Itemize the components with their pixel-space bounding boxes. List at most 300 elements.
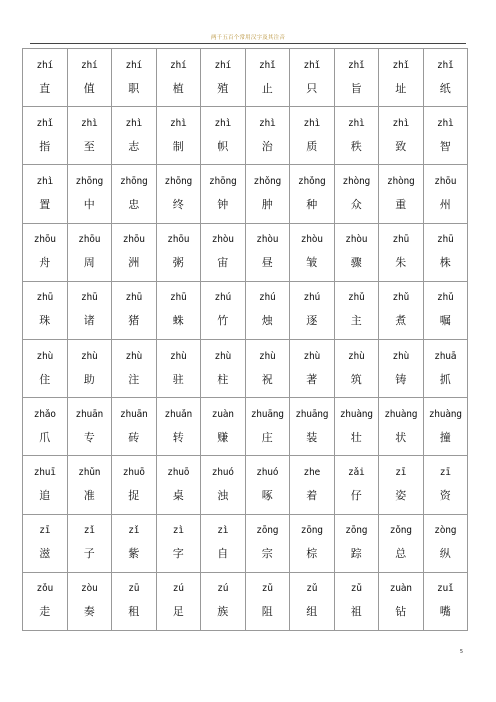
hanzi-character: 准 bbox=[83, 488, 95, 502]
character-cell bbox=[290, 281, 335, 339]
pinyin-label: zuàn bbox=[389, 583, 412, 595]
page-header-title: 两千五百个常用汉字及其注音 bbox=[210, 35, 286, 41]
hanzi-character: 庄 bbox=[261, 430, 273, 444]
pinyin-label: zhì bbox=[170, 117, 187, 129]
character-cell bbox=[379, 514, 424, 572]
character-cell bbox=[67, 223, 112, 281]
pinyin-label: zǒng bbox=[389, 525, 412, 537]
character-cell bbox=[67, 49, 112, 107]
hanzi-character: 种 bbox=[306, 197, 318, 211]
hanzi-character: 嘱 bbox=[439, 314, 451, 328]
character-cell bbox=[67, 514, 112, 572]
pinyin-character-table bbox=[22, 48, 468, 631]
pinyin-label: zhū bbox=[437, 234, 454, 246]
table-row bbox=[23, 456, 468, 514]
pinyin-label: zǔ bbox=[261, 583, 273, 595]
character-cell bbox=[156, 281, 201, 339]
character-cell bbox=[423, 223, 468, 281]
hanzi-character: 制 bbox=[172, 139, 184, 153]
pinyin-label: zhōng bbox=[75, 175, 103, 187]
character-cell bbox=[67, 572, 112, 630]
character-cell bbox=[379, 49, 424, 107]
character-cell bbox=[423, 572, 468, 630]
pinyin-label: zhū bbox=[125, 292, 142, 304]
pinyin-label: zhòng bbox=[342, 175, 370, 187]
hanzi-character: 珠 bbox=[39, 314, 51, 328]
hanzi-character: 抓 bbox=[439, 372, 451, 386]
hanzi-character: 终 bbox=[172, 197, 184, 211]
character-cell bbox=[334, 223, 379, 281]
character-cell bbox=[423, 339, 468, 397]
pinyin-label: zhù bbox=[125, 350, 142, 362]
hanzi-character: 筑 bbox=[350, 372, 362, 386]
character-cell bbox=[290, 107, 335, 165]
pinyin-label: zhǐ bbox=[437, 59, 454, 71]
character-cell bbox=[156, 398, 201, 456]
character-cell bbox=[245, 339, 290, 397]
pinyin-label: zú bbox=[217, 583, 229, 595]
character-cell bbox=[112, 281, 157, 339]
pinyin-label: zhuō bbox=[167, 466, 190, 478]
pinyin-label: zòu bbox=[81, 583, 98, 595]
character-cell bbox=[245, 223, 290, 281]
character-cell bbox=[245, 572, 290, 630]
hanzi-character: 宗 bbox=[261, 547, 273, 561]
character-cell bbox=[156, 223, 201, 281]
hanzi-character: 著 bbox=[306, 372, 318, 386]
hanzi-character: 肿 bbox=[261, 197, 273, 211]
character-cell bbox=[112, 339, 157, 397]
character-cell bbox=[379, 281, 424, 339]
pinyin-label: zhì bbox=[259, 117, 276, 129]
table-row bbox=[23, 281, 468, 339]
pinyin-label: zhuàng bbox=[384, 408, 418, 420]
character-cell bbox=[23, 223, 68, 281]
character-cell bbox=[379, 398, 424, 456]
table-row bbox=[23, 49, 468, 107]
pinyin-label: zhuó bbox=[256, 466, 279, 478]
pinyin-label: zhōu bbox=[122, 234, 145, 246]
character-cell bbox=[156, 165, 201, 223]
character-cell bbox=[290, 49, 335, 107]
hanzi-character: 致 bbox=[395, 139, 407, 153]
pinyin-label: zhōng bbox=[209, 175, 237, 187]
hanzi-character: 周 bbox=[83, 256, 95, 270]
pinyin-label: zuǐ bbox=[437, 583, 454, 595]
hanzi-character: 诸 bbox=[83, 314, 95, 328]
hanzi-character: 住 bbox=[39, 372, 51, 386]
pinyin-label: zhù bbox=[259, 350, 276, 362]
character-cell bbox=[290, 572, 335, 630]
pinyin-label: zhuàng bbox=[339, 408, 373, 420]
character-cell bbox=[112, 572, 157, 630]
hanzi-character: 撞 bbox=[439, 430, 451, 444]
pinyin-label: zhí bbox=[81, 59, 98, 71]
hanzi-character: 昼 bbox=[261, 256, 273, 270]
character-cell bbox=[423, 165, 468, 223]
pinyin-label: zhǐ bbox=[259, 59, 276, 71]
character-cell bbox=[156, 456, 201, 514]
pinyin-label: zū bbox=[128, 583, 140, 595]
hanzi-character: 桌 bbox=[172, 488, 184, 502]
character-cell bbox=[245, 398, 290, 456]
character-cell bbox=[156, 514, 201, 572]
hanzi-character: 蛛 bbox=[172, 314, 184, 328]
character-cell bbox=[23, 165, 68, 223]
character-cell bbox=[334, 456, 379, 514]
pinyin-label: zhōng bbox=[120, 175, 148, 187]
pinyin-label: zǎi bbox=[348, 466, 365, 478]
pinyin-label: zhuó bbox=[211, 466, 234, 478]
pinyin-label: zhū bbox=[81, 292, 98, 304]
hanzi-character: 智 bbox=[439, 139, 451, 153]
pinyin-label: zhū bbox=[36, 292, 53, 304]
character-cell bbox=[23, 49, 68, 107]
hanzi-character: 洲 bbox=[128, 256, 140, 270]
character-cell bbox=[423, 281, 468, 339]
character-cell bbox=[67, 398, 112, 456]
hanzi-character: 至 bbox=[83, 139, 95, 153]
pinyin-label: zhōu bbox=[434, 175, 457, 187]
hanzi-character: 壮 bbox=[350, 430, 362, 444]
hanzi-character: 宙 bbox=[217, 256, 229, 270]
pinyin-label: zhú bbox=[303, 292, 320, 304]
hanzi-character: 职 bbox=[128, 81, 140, 95]
character-cell bbox=[67, 281, 112, 339]
character-cell bbox=[423, 107, 468, 165]
pinyin-label: zhǐ bbox=[348, 59, 365, 71]
hanzi-character: 直 bbox=[39, 81, 51, 95]
character-cell bbox=[423, 398, 468, 456]
page-number: 5 bbox=[459, 649, 463, 655]
character-cell bbox=[379, 572, 424, 630]
character-cell bbox=[379, 165, 424, 223]
character-cell bbox=[112, 165, 157, 223]
hanzi-character: 总 bbox=[395, 547, 407, 561]
hanzi-character: 中 bbox=[83, 197, 95, 211]
pinyin-label: zhòng bbox=[387, 175, 415, 187]
hanzi-character: 祝 bbox=[261, 372, 273, 386]
character-cell bbox=[423, 456, 468, 514]
hanzi-character: 砖 bbox=[128, 430, 140, 444]
hanzi-character: 纵 bbox=[439, 547, 451, 561]
hanzi-character: 骤 bbox=[350, 256, 362, 270]
character-cell bbox=[379, 456, 424, 514]
hanzi-character: 州 bbox=[439, 197, 451, 211]
character-cell bbox=[245, 456, 290, 514]
hanzi-character: 值 bbox=[83, 81, 95, 95]
character-cell bbox=[67, 107, 112, 165]
pinyin-label: zǔ bbox=[350, 583, 362, 595]
hanzi-character: 租 bbox=[128, 605, 140, 619]
hanzi-character: 粥 bbox=[172, 256, 184, 270]
hanzi-character: 奏 bbox=[83, 605, 95, 619]
pinyin-label: zhǔ bbox=[392, 292, 409, 304]
hanzi-character: 祖 bbox=[350, 605, 362, 619]
character-cell bbox=[23, 398, 68, 456]
pinyin-label: zhì bbox=[214, 117, 231, 129]
character-cell bbox=[423, 49, 468, 107]
table-row bbox=[23, 514, 468, 572]
character-cell bbox=[201, 572, 246, 630]
character-cell bbox=[67, 456, 112, 514]
pinyin-label: zhǐ bbox=[392, 59, 409, 71]
pinyin-label: zhí bbox=[214, 59, 231, 71]
character-cell bbox=[201, 456, 246, 514]
pinyin-label: zǐ bbox=[128, 525, 140, 537]
pinyin-label: zhú bbox=[259, 292, 276, 304]
hanzi-character: 驻 bbox=[172, 372, 184, 386]
hanzi-character: 足 bbox=[172, 605, 184, 619]
character-cell bbox=[290, 339, 335, 397]
pinyin-label: zhuǎn bbox=[164, 408, 192, 420]
pinyin-label: zhōng bbox=[164, 175, 192, 187]
hanzi-character: 竹 bbox=[217, 314, 229, 328]
pinyin-label: zhe bbox=[303, 466, 320, 478]
character-cell bbox=[245, 49, 290, 107]
table-row bbox=[23, 223, 468, 281]
hanzi-character: 助 bbox=[83, 372, 95, 386]
character-cell bbox=[334, 165, 379, 223]
character-cell bbox=[23, 456, 68, 514]
pinyin-label: zhuō bbox=[122, 466, 145, 478]
character-cell bbox=[112, 456, 157, 514]
pinyin-label: zhōu bbox=[167, 234, 190, 246]
character-cell bbox=[379, 223, 424, 281]
character-cell bbox=[67, 339, 112, 397]
character-cell bbox=[334, 49, 379, 107]
pinyin-label: zhú bbox=[214, 292, 231, 304]
hanzi-character: 着 bbox=[306, 488, 318, 502]
pinyin-label: zhù bbox=[81, 350, 98, 362]
pinyin-label: zī bbox=[439, 466, 451, 478]
pinyin-label: zī bbox=[39, 525, 51, 537]
hanzi-character: 止 bbox=[261, 81, 273, 95]
character-cell bbox=[334, 107, 379, 165]
character-cell bbox=[23, 572, 68, 630]
hanzi-character: 专 bbox=[83, 430, 95, 444]
hanzi-character: 朱 bbox=[395, 256, 407, 270]
pinyin-label: zhuān bbox=[120, 408, 148, 420]
pinyin-label: zhù bbox=[303, 350, 320, 362]
hanzi-character: 子 bbox=[83, 547, 95, 561]
character-cell bbox=[23, 107, 68, 165]
pinyin-label: zhì bbox=[348, 117, 365, 129]
hanzi-character: 自 bbox=[217, 547, 229, 561]
pinyin-label: zhǔ bbox=[348, 292, 365, 304]
hanzi-character: 追 bbox=[39, 488, 51, 502]
character-cell bbox=[112, 223, 157, 281]
pinyin-label: zhǐ bbox=[36, 117, 53, 129]
hanzi-character: 组 bbox=[306, 605, 318, 619]
hanzi-character: 啄 bbox=[261, 488, 273, 502]
character-cell bbox=[23, 339, 68, 397]
pinyin-label: zhuān bbox=[75, 408, 103, 420]
character-cell bbox=[112, 49, 157, 107]
hanzi-character: 嘴 bbox=[439, 605, 451, 619]
table-row bbox=[23, 107, 468, 165]
hanzi-character: 棕 bbox=[306, 547, 318, 561]
hanzi-character: 忠 bbox=[128, 197, 140, 211]
hanzi-character: 逐 bbox=[306, 314, 318, 328]
character-cell bbox=[156, 339, 201, 397]
pinyin-label: zhū bbox=[392, 234, 409, 246]
character-cell bbox=[245, 514, 290, 572]
character-cell bbox=[290, 223, 335, 281]
character-cell bbox=[112, 398, 157, 456]
hanzi-character: 钻 bbox=[395, 605, 407, 619]
hanzi-character: 注 bbox=[128, 372, 140, 386]
hanzi-character: 置 bbox=[39, 197, 51, 211]
pinyin-label: zhòu bbox=[300, 234, 323, 246]
pinyin-label: zhí bbox=[36, 59, 53, 71]
pinyin-label: zhì bbox=[303, 117, 320, 129]
hanzi-character: 赚 bbox=[217, 430, 229, 444]
hanzi-character: 阻 bbox=[261, 605, 273, 619]
character-cell bbox=[201, 339, 246, 397]
pinyin-label: zī bbox=[395, 466, 407, 478]
pinyin-label: zhōu bbox=[33, 234, 56, 246]
pinyin-label: zhōu bbox=[78, 234, 101, 246]
hanzi-character: 族 bbox=[217, 605, 229, 619]
hanzi-character: 仔 bbox=[350, 488, 362, 502]
hanzi-character: 址 bbox=[395, 81, 407, 95]
character-cell bbox=[245, 281, 290, 339]
hanzi-character: 煮 bbox=[395, 314, 407, 328]
pinyin-label: zì bbox=[172, 525, 184, 537]
pinyin-label: zhǒng bbox=[253, 175, 281, 187]
character-cell bbox=[201, 514, 246, 572]
character-cell bbox=[379, 107, 424, 165]
pinyin-label: zhì bbox=[437, 117, 454, 129]
pinyin-label: zhì bbox=[81, 117, 98, 129]
pinyin-label: zhǐ bbox=[303, 59, 320, 71]
hanzi-character: 主 bbox=[350, 314, 362, 328]
pinyin-label: zhòu bbox=[211, 234, 234, 246]
hanzi-character: 质 bbox=[306, 139, 318, 153]
character-cell bbox=[334, 514, 379, 572]
hanzi-character: 滋 bbox=[39, 547, 51, 561]
pinyin-label: zhǒng bbox=[298, 175, 326, 187]
character-cell bbox=[201, 281, 246, 339]
hanzi-character: 纸 bbox=[439, 81, 451, 95]
hanzi-character: 秩 bbox=[350, 139, 362, 153]
hanzi-character: 紫 bbox=[128, 547, 140, 561]
pinyin-label: zǔ bbox=[306, 583, 318, 595]
pinyin-label: zhì bbox=[392, 117, 409, 129]
character-cell bbox=[334, 281, 379, 339]
pinyin-label: zhǔn bbox=[78, 466, 101, 478]
character-cell bbox=[245, 165, 290, 223]
hanzi-character: 株 bbox=[439, 256, 451, 270]
pinyin-label: zhuāng bbox=[250, 408, 284, 420]
hanzi-character: 走 bbox=[39, 605, 51, 619]
pinyin-label: zhù bbox=[36, 350, 53, 362]
pinyin-label: zhòu bbox=[256, 234, 279, 246]
hanzi-character: 爪 bbox=[39, 430, 51, 444]
hanzi-character: 皱 bbox=[306, 256, 318, 270]
hanzi-character: 众 bbox=[350, 197, 362, 211]
hanzi-character: 烛 bbox=[261, 314, 273, 328]
hanzi-character: 状 bbox=[395, 430, 407, 444]
character-cell bbox=[112, 107, 157, 165]
character-cell bbox=[112, 514, 157, 572]
character-cell bbox=[156, 572, 201, 630]
table-row bbox=[23, 572, 468, 630]
character-cell bbox=[290, 398, 335, 456]
character-cell bbox=[201, 398, 246, 456]
character-cell bbox=[334, 339, 379, 397]
pinyin-label: zú bbox=[172, 583, 184, 595]
character-cell bbox=[423, 514, 468, 572]
hanzi-character: 只 bbox=[306, 81, 318, 95]
character-cell bbox=[245, 107, 290, 165]
character-cell bbox=[334, 572, 379, 630]
hanzi-character: 帜 bbox=[217, 139, 229, 153]
pinyin-label: zhù bbox=[348, 350, 365, 362]
character-cell bbox=[334, 398, 379, 456]
pinyin-label: zhòu bbox=[345, 234, 368, 246]
pinyin-label: zhì bbox=[36, 175, 53, 187]
hanzi-character: 钟 bbox=[217, 197, 229, 211]
hanzi-character: 柱 bbox=[217, 372, 229, 386]
character-cell bbox=[201, 107, 246, 165]
hanzi-character: 殖 bbox=[217, 81, 229, 95]
hanzi-character: 治 bbox=[261, 139, 273, 153]
table-body bbox=[23, 49, 468, 631]
hanzi-character: 资 bbox=[439, 488, 451, 502]
pinyin-label: zhuī bbox=[33, 466, 56, 478]
hanzi-character: 捉 bbox=[128, 488, 140, 502]
pinyin-label: zhù bbox=[392, 350, 409, 362]
pinyin-label: zōng bbox=[300, 525, 323, 537]
pinyin-label: zhí bbox=[125, 59, 142, 71]
hanzi-character: 重 bbox=[395, 197, 407, 211]
pinyin-label: zǐ bbox=[83, 525, 95, 537]
character-cell bbox=[290, 514, 335, 572]
hanzi-character: 指 bbox=[39, 139, 51, 153]
character-cell bbox=[379, 339, 424, 397]
hanzi-character: 猪 bbox=[128, 314, 140, 328]
hanzi-character: 铸 bbox=[395, 372, 407, 386]
character-cell bbox=[156, 49, 201, 107]
hanzi-character: 旨 bbox=[350, 81, 362, 95]
pinyin-label: zhū bbox=[170, 292, 187, 304]
pinyin-label: zhì bbox=[125, 117, 142, 129]
hanzi-character: 字 bbox=[172, 547, 184, 561]
hanzi-character: 装 bbox=[306, 430, 318, 444]
character-cell bbox=[201, 49, 246, 107]
hanzi-character: 转 bbox=[172, 430, 184, 444]
pinyin-label: zuàn bbox=[211, 408, 234, 420]
hanzi-character: 浊 bbox=[217, 488, 229, 502]
pinyin-label: zòng bbox=[434, 525, 457, 537]
header-rule bbox=[30, 43, 466, 44]
hanzi-character: 志 bbox=[128, 139, 140, 153]
character-cell bbox=[290, 165, 335, 223]
character-cell bbox=[23, 281, 68, 339]
hanzi-character: 姿 bbox=[395, 488, 407, 502]
pinyin-label: zì bbox=[217, 525, 229, 537]
character-cell bbox=[201, 165, 246, 223]
pinyin-label: zhù bbox=[170, 350, 187, 362]
pinyin-label: zhǔ bbox=[437, 292, 454, 304]
hanzi-character: 踪 bbox=[350, 547, 362, 561]
hanzi-character: 植 bbox=[172, 81, 184, 95]
pinyin-label: zhuā bbox=[434, 350, 457, 362]
character-cell bbox=[67, 165, 112, 223]
pinyin-label: zhuāng bbox=[295, 408, 329, 420]
